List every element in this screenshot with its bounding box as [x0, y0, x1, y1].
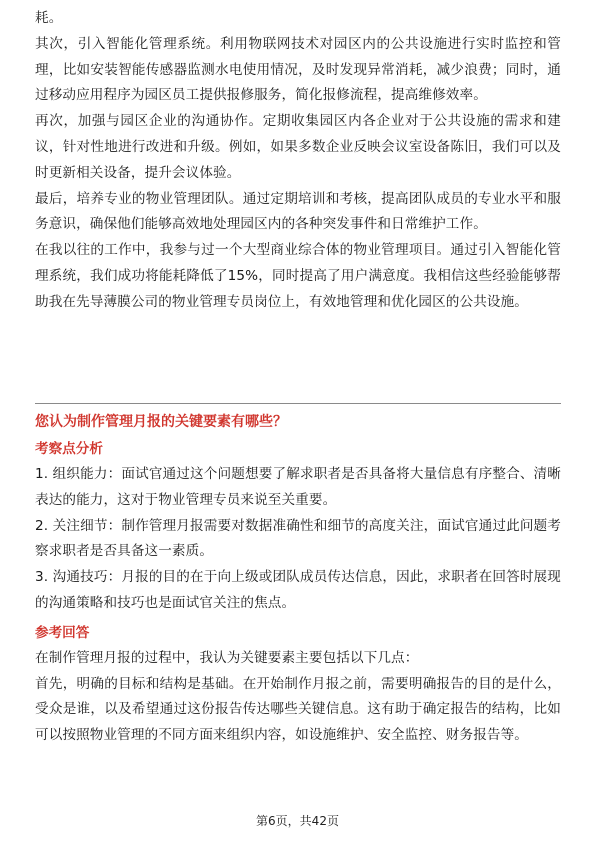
answer-paragraph: 在制作管理月报的过程中，我认为关键要素主要包括以下几点：	[35, 649, 419, 666]
analysis-title: 考察点分析	[35, 441, 103, 457]
page-content	[35, 0, 561, 316]
paragraph: 其次，引入智能化管理系统。利用物联网技术对园区内的公共设施进行实时监控和管理，比如安装智能传感器监测水电使用情况，及时发现异常消耗，减少浪费；同时，通过移动应用程序为园区员工提供报修服务，简化报修流程，提高维修效率。	[35, 35, 561, 104]
previous-answer-continuation	[35, 6, 561, 316]
paragraph: 最后，培养专业的物业管理团队。通过定期培训和考核，提高团队成员的专业水平和服务意识，确保他们能够高效地处理园区内的各种突发事件和日常维护工作。	[35, 190, 561, 233]
page-number: 第6页，共42页	[256, 814, 339, 828]
answer-title: 参考回答	[35, 624, 90, 641]
paragraph: 在我以往的工作中，我参与过一个大型商业综合体的物业管理项目。通过引入智能化管理系统，我们成功将能耗降低了15%，同时提高了用户满意度。我相信这些经验能够帮助我在先导薄膜公司的物业管理专员岗位上，有效地管理和优化园区的公共设施。	[35, 242, 561, 310]
answer-paragraph: 首先，明确的目标和结构是基础。在开始制作月报之前，需要明确报告的目的是什么，受众是谁，以及希望通过这份报告传达哪些关键信息。这有助于确定报告的结构，比如可以按照物业管理的不同方面来组织内容，如设施维护、安全监控、财务报告等。	[35, 675, 561, 744]
analysis-item: 3. 沟通技巧：月报的目的在于向上级或团队成员传达信息，因此，求职者在回答时展现的沟通策略和技巧也是面试官关注的焦点。	[35, 569, 561, 611]
section-divider	[35, 403, 561, 404]
paragraph: 耗。	[35, 10, 63, 26]
question-heading: 您认为制作管理月报的关键要素有哪些？	[35, 414, 287, 430]
question-section	[35, 409, 561, 749]
analysis-item: 2. 关注细节：制作管理月报需要对数据准确性和细节的高度关注，面试官通过此问题考察求职者是否具备这一素质。	[35, 517, 561, 560]
analysis-item: 1. 组织能力：面试官通过这个问题想要了解求职者是否具备将大量信息有序整合、清晰表达的能力，这对于物业管理专员来说至关重要。	[35, 466, 561, 508]
paragraph: 再次，加强与园区企业的沟通协作。定期收集园区内各企业对于公共设施的需求和建议，针对性地进行改进和升级。例如，如果多数企业反映会议室设备陈旧，我们可以及时更新相关设备，提升会议体验。	[35, 113, 561, 181]
